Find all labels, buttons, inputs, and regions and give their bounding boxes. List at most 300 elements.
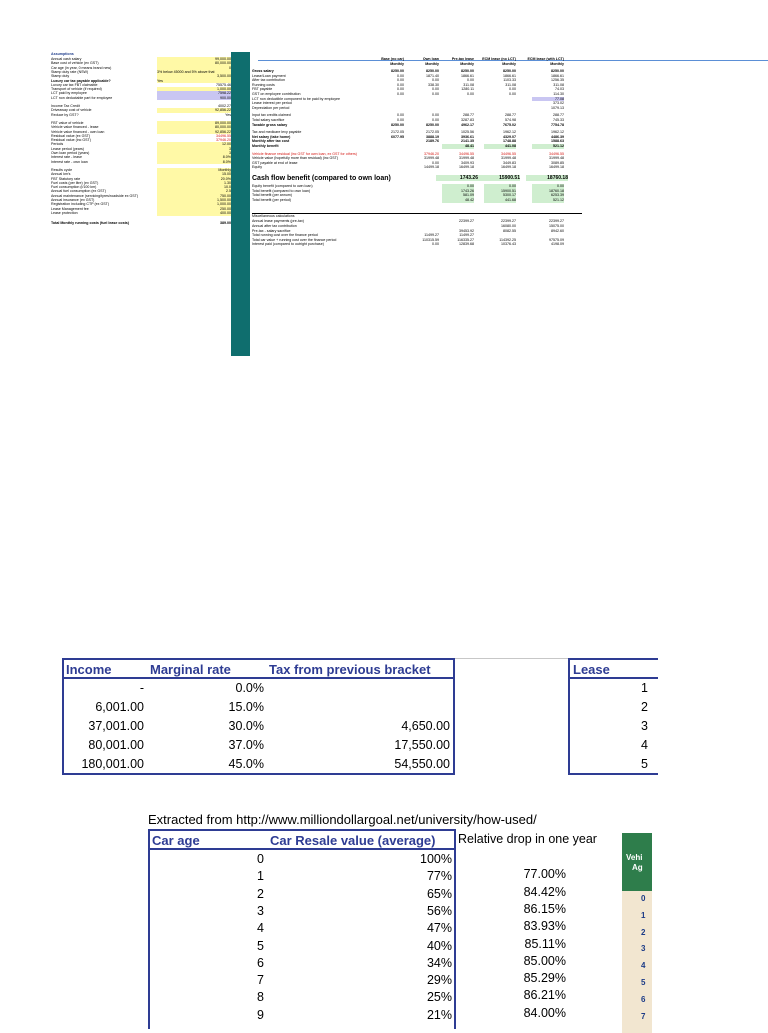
assumption-label: Interest rate - lease — [51, 155, 82, 160]
misc-value: 10376.43 — [501, 242, 516, 247]
assumption-label: Lease Management fee — [51, 206, 89, 211]
assumption-note: Yes — [157, 79, 231, 84]
misc-value: 110315.59 — [422, 237, 439, 242]
comparison-value: 1588.63 — [551, 139, 564, 144]
comparison-label: Vehicle value (hopefully more than residual) (inc GST) — [252, 156, 339, 161]
misc-value: 12839.68 — [459, 242, 474, 247]
assumption-value: 1,000.00 — [157, 202, 231, 207]
car-age: 6 — [257, 955, 264, 970]
column-period: Monthly — [502, 62, 516, 66]
lease-table — [568, 658, 658, 775]
comparison-value: 0.00 — [397, 73, 404, 78]
car-age: 1 — [257, 869, 264, 884]
misc-value: 22399.27 — [549, 219, 564, 224]
assumption-label: Fuel consumption (l/100 km) — [51, 185, 97, 190]
assumption-value: 1,500.00 — [157, 198, 231, 203]
assumption-label: LCT non deductable part for employee — [51, 95, 113, 100]
comparison-value: 373.02 — [553, 101, 564, 106]
comparison-value: 48.41 — [442, 144, 474, 149]
comparison-value: 1962.12 — [551, 130, 564, 135]
comparison-value: 574.98 — [505, 118, 516, 122]
total-running-costs-label: Total Monthly running costs (fuel lease costs) — [51, 221, 130, 226]
comparison-value: 4486.39 — [551, 134, 564, 139]
lease-value: 4 — [641, 738, 648, 752]
vehicle-age-value: 5 — [641, 978, 646, 987]
assumption-label: Stamp duty rate (NSW) — [51, 69, 89, 74]
comparison-value: 1866.61 — [503, 73, 516, 78]
assumption-label: Residual value (ex GST) — [51, 133, 91, 138]
cashflow-value: 5300.17 — [484, 193, 516, 198]
assumption-value: 3 — [157, 151, 231, 156]
misc-value: 97575.09 — [549, 237, 564, 242]
assumption-row — [51, 113, 231, 118]
misc-row — [252, 242, 592, 247]
cashflow-value: 0.00 — [532, 184, 564, 189]
comparison-value: 7675.02 — [503, 122, 516, 127]
assumption-label: Luxury car tax payable applicable? — [51, 78, 111, 83]
vehicle-age-value: 7 — [641, 1011, 646, 1021]
comparison-value: 31999.48 — [424, 156, 439, 161]
comparison-value: 288.77 — [463, 113, 474, 118]
cashflow-value: 581.09 — [442, 193, 474, 198]
comparison-value: 8250.00 — [391, 122, 404, 127]
column-header: ECM lease (no LCT) — [482, 57, 516, 61]
comparison-value: 3936.61 — [461, 134, 474, 139]
comparison-value: 0.00 — [432, 160, 439, 165]
comparison-label: Taxable gross salary — [252, 122, 288, 127]
comparison-label: GST on employee contribution — [252, 92, 301, 96]
comparison-value: 521.12 — [532, 144, 564, 149]
comparison-label: Lease interest per period — [252, 101, 292, 106]
comparison-value: 16499.18 — [459, 165, 474, 170]
column-header: ECM lease (with LCT) — [527, 57, 564, 61]
comparison-label: Running costs — [252, 82, 275, 87]
assumption-label: Income Tax Credit — [51, 104, 80, 108]
car-age: 4 — [257, 921, 264, 936]
assumption-label: Driveaway cost of vehicle — [51, 108, 92, 113]
column-period: Monthly — [425, 62, 439, 66]
assumption-value: 400.00 — [157, 211, 231, 216]
comparison-value: 0.00 — [467, 92, 474, 96]
comparison-value: 8250.00 — [426, 122, 439, 127]
assumption-value: 900.00 — [157, 96, 231, 101]
lease-value: 2 — [641, 700, 648, 714]
comparison-value: 2189.76 — [426, 139, 439, 144]
assumption-row — [51, 160, 231, 165]
car-age: 7 — [257, 973, 264, 988]
comparison-value: 0.00 — [397, 118, 404, 122]
comparison-value: 1866.61 — [551, 73, 564, 78]
vehicle-header-line1: Vehi — [626, 853, 643, 862]
relative-drop: 77.00% — [523, 867, 566, 882]
comparison-value: 311.08 — [463, 82, 474, 87]
car-age-header: Car age — [152, 833, 200, 848]
resale-value-header: Car Resale value (average) — [270, 833, 436, 848]
assumption-label: Results cycle — [51, 167, 73, 172]
assumption-label: Fuel costs (per litre) (ex GST) — [51, 180, 99, 185]
total-running-costs-value: 389.00 — [220, 221, 231, 226]
cashflow-value: 15900.51 — [484, 189, 516, 194]
comparison-value: 1079.13 — [551, 105, 564, 110]
misc-label: Annual after tax contribution — [252, 224, 297, 228]
comparison-value: 16499.18 — [501, 165, 516, 170]
assumption-value: 4002.27 — [218, 104, 231, 108]
relative-drop: 84.00% — [523, 1005, 566, 1020]
assumption-value: 92,856.22 — [157, 108, 231, 113]
resale-value: 100% — [420, 852, 452, 866]
assumption-value: 250.00 — [157, 207, 231, 212]
assumption-label: Annual fuel consumption (ex GST) — [51, 189, 106, 194]
comparison-value: 31999.48 — [501, 156, 516, 161]
vehicle-age-value: 1 — [641, 910, 646, 920]
assumptions-title: Assumptions — [51, 52, 74, 56]
assumption-label: Interest rate - own loan — [51, 159, 88, 164]
comparison-value: 0.00 — [509, 92, 516, 96]
misc-value: 15075.00 — [549, 224, 564, 228]
tax-rate: 0.0% — [235, 681, 264, 695]
comparison-row — [252, 165, 592, 170]
comparison-label: Depreciation per period — [252, 105, 290, 110]
misc-value: 8942.60 — [551, 228, 564, 233]
resale-table-header — [150, 831, 454, 850]
income-header: Income — [66, 662, 112, 677]
comparison-value: 8250.00 — [426, 69, 439, 73]
cashflow-value: 18760.18 — [532, 189, 564, 194]
comparison-value: 1025.56 — [461, 130, 474, 135]
cashflow-label: Equity benefit (compared to own loan) — [252, 184, 313, 188]
assumption-value: 750.00 — [157, 194, 231, 199]
comparison-value: 0.00 — [467, 78, 474, 83]
comparison-value: 0.00 — [432, 78, 439, 83]
comparison-label: LCT non deductible component to be paid by employee — [252, 96, 341, 101]
tax-rate: 30.0% — [228, 719, 264, 733]
comparison-value: 16499.18 — [549, 165, 564, 170]
comparison-value: 0.00 — [432, 118, 439, 122]
comparison-value: 6077.95 — [391, 134, 404, 139]
misc-value: 0.00 — [432, 242, 439, 247]
relative-drop: 84.42% — [523, 884, 566, 899]
assumption-label: Luxury car tax FBT claimable — [51, 82, 98, 87]
comparison-value: 1280.11 — [461, 87, 474, 92]
comparison-value: 745.33 — [553, 118, 564, 122]
tax-previous: 17,550.00 — [394, 738, 450, 752]
assumption-value: 8.0% — [157, 155, 231, 160]
comparison-label: Equity — [252, 165, 262, 170]
comparison-value: 1866.61 — [461, 73, 474, 78]
comparison-value: 114.30 — [553, 92, 564, 96]
cashflow-title: Cash flow benefit (compared to own loan) — [252, 175, 391, 182]
comparison-value: 0.00 — [397, 87, 404, 92]
cashflow-value: 521.12 — [532, 198, 564, 203]
assumption-value: 92,856.22 — [157, 130, 231, 135]
assumption-label: Annual maintenance (servicing/tyres/roadside ex GST) — [51, 193, 139, 198]
comparison-value: 34496.55 — [459, 151, 474, 156]
misc-title: Miscellaneous calculations — [252, 214, 295, 219]
comparison-value: 8250.00 — [461, 69, 474, 73]
assumption-value: 99,000.00 — [157, 57, 231, 62]
car-age: 8 — [257, 990, 264, 1005]
misc-value: 39453.92 — [459, 228, 474, 233]
assumption-label: FBT Statutory rate — [51, 176, 81, 181]
assumption-label: Lease protection — [51, 210, 78, 215]
tax-previous: 54,550.00 — [394, 757, 450, 771]
assumption-value: 3 — [157, 147, 231, 152]
cashflow-label: Total benefit (compared to own loan) — [252, 188, 311, 193]
comparison-label: Monthly after tax cost — [252, 139, 290, 144]
column-period: Monthly — [550, 62, 564, 66]
cashflow-headline-value: 18760.18 — [526, 175, 568, 181]
comparison-value: 0.00 — [397, 78, 404, 83]
misc-label: Pre-tax - salary sacrifice — [252, 228, 291, 233]
comparison-value: 8250.00 — [503, 69, 516, 73]
tax-income: 180,001.00 — [81, 757, 144, 771]
cashflow-label: Total benefit (per annum) — [252, 193, 292, 198]
assumption-note: 3% below 45000 and 5% above that — [157, 70, 231, 75]
misc-value: 11499.27 — [424, 233, 439, 238]
assumption-label: Periods — [51, 142, 64, 147]
comparison-value: 0.00 — [397, 82, 404, 87]
comparison-value: 3888.19 — [426, 134, 439, 139]
comparison-value: 1256.35 — [551, 78, 564, 83]
car-age: 5 — [257, 938, 264, 953]
assumption-label: Residual value (inc GST) — [51, 138, 91, 143]
assumption-label: Vehicle value financed - own loan — [51, 129, 105, 134]
relative-drop: 83.93% — [523, 919, 566, 934]
relative-drop: 85.29% — [523, 971, 566, 986]
resale-value: 65% — [426, 886, 452, 901]
cashflow-value: 0.00 — [442, 184, 474, 189]
column-period: Monthly — [390, 62, 404, 66]
assumption-value: 12.00 — [157, 142, 231, 147]
resale-value: 47% — [426, 921, 452, 936]
cashflow-value: 0.00 — [484, 184, 516, 189]
cashflow-label: Total benefit (per period) — [252, 197, 291, 202]
tax-previous: 4,650.00 — [401, 719, 450, 733]
assumption-label: Annual insurance (ex GST) — [51, 198, 95, 202]
loan-comparison-sheet — [0, 0, 768, 360]
vehicle-age-value: 2 — [641, 927, 646, 937]
comparison-value: 31999.48 — [549, 156, 564, 161]
comparison-value: 2172.05 — [391, 130, 404, 135]
assumption-label: LCT paid by employee — [51, 91, 87, 96]
column-divider — [231, 52, 250, 356]
misc-value: 11499.27 — [459, 233, 474, 238]
comparison-value: 14499.18 — [424, 165, 439, 170]
comparison-value: 2172.05 — [426, 130, 439, 135]
comparison-value: 3089.85 — [551, 160, 564, 165]
comparison-value: 34496.55 — [549, 151, 564, 156]
comparison-value: 74.03 — [555, 87, 564, 92]
total-running-costs-row — [51, 221, 231, 226]
assumption-label: Reduce by GST? — [51, 112, 79, 117]
vehicle-age-value: 4 — [641, 961, 646, 971]
tax-table-header — [64, 660, 453, 679]
comparison-value: 1871.40 — [426, 73, 439, 78]
comparison-value: 1748.88 — [503, 139, 516, 144]
assumption-label: Vehicle value financed - lease — [51, 125, 99, 130]
assumption-label: Annual cash salary — [51, 57, 82, 61]
assumption-value: Yes — [225, 112, 231, 117]
tax-rate: 37.0% — [228, 738, 264, 752]
vehicle-age-table — [622, 833, 652, 1033]
comparison-label: Gross salary — [252, 69, 274, 73]
comparison-value: 34496.55 — [501, 151, 516, 156]
assumption-row — [51, 96, 231, 101]
lease-value: 5 — [641, 757, 648, 771]
assumption-label: Stamp duty — [51, 74, 70, 79]
resale-value: 77% — [426, 869, 452, 884]
source-note: Extracted from http://www.milliondollargoal.net/university/how-used/ — [148, 812, 537, 827]
tax-previous-header: Tax from previous bracket — [269, 662, 431, 677]
misc-label: Total running cost over the finance period — [252, 233, 318, 238]
comparison-label: Tax and medicare levy payable — [252, 130, 302, 135]
tax-income: 80,001.00 — [88, 738, 144, 752]
cashflow-headline-value: 15900.51 — [478, 175, 520, 181]
assumption-value: 3,500.00 — [157, 74, 231, 79]
comparison-table — [252, 57, 592, 357]
comparison-value: 31999.48 — [459, 156, 474, 161]
car-age: 2 — [257, 886, 264, 901]
comparison-value: 338.30 — [428, 82, 439, 87]
column-header: Base (no car) — [381, 57, 404, 61]
comparison-value: 3449.83 — [503, 160, 516, 165]
lease-table-header — [570, 660, 658, 679]
lease-header: Lease — [573, 662, 610, 677]
tax-income: - — [139, 681, 144, 695]
car-age: 9 — [257, 1007, 264, 1022]
misc-value: 114392.25 — [499, 237, 516, 242]
misc-value: 4198.09 — [551, 242, 564, 247]
comparison-label: Lease/Loan payment — [252, 73, 286, 78]
comparison-value: 0.00 — [432, 113, 439, 118]
misc-value: 16080.00 — [501, 224, 516, 228]
assumption-value: 34496.55 — [216, 133, 231, 138]
vehicle-age-value: 3 — [641, 944, 646, 954]
comparison-value: 288.77 — [505, 113, 516, 118]
assumption-label: Transport of vehicle (if required) — [51, 87, 102, 92]
assumptions-table — [51, 57, 231, 297]
comparison-value: 4329.07 — [503, 134, 516, 139]
assumption-value: Monthly — [157, 168, 231, 173]
assumption-label: Car age (in year, 0 means brand new) — [51, 65, 112, 70]
column-header: Pre-tax lease — [451, 57, 474, 61]
tax-income: 6,001.00 — [95, 700, 144, 714]
tax-rate: 15.0% — [228, 700, 264, 714]
vehicle-age-value: 0 — [641, 894, 646, 903]
assumption-label: Own loan period (years) — [51, 151, 90, 155]
resale-value: 29% — [426, 973, 452, 988]
cashflow-headline-value: 1743.26 — [436, 175, 478, 181]
comparison-value: 0.00 — [509, 87, 516, 92]
comparison-value: 1962.12 — [503, 130, 516, 135]
misc-label: Interest paid (compared to outright purchase) — [252, 242, 324, 247]
assumption-label: FBT value of vehicle — [51, 120, 84, 125]
relative-drop: 86.21% — [523, 988, 566, 1003]
cashflow-value: 48.42 — [442, 198, 474, 203]
tax-income: 37,001.00 — [88, 719, 144, 733]
comparison-value: 3287.83 — [461, 118, 474, 122]
comparison-value: 0.00 — [432, 92, 439, 96]
misc-value: 8082.55 — [503, 228, 516, 233]
comparison-value: 7754.78 — [551, 122, 564, 127]
assumption-value: 7598.22 — [157, 91, 231, 96]
marginal-rate-header: Marginal rate — [150, 662, 231, 677]
assumption-value: 0 — [157, 66, 231, 71]
comparison-value: 4962.17 — [461, 122, 474, 127]
vehicle-header-line2: Ag — [632, 863, 643, 872]
comparison-label: Monthly benefit — [252, 144, 279, 148]
assumption-value: 89,000.00 — [157, 121, 231, 126]
resale-value-table — [148, 829, 456, 1029]
comparison-label: FBT payable — [252, 87, 273, 92]
comparison-value: 0.00 — [397, 92, 404, 96]
comparison-label: Vehicle finance residual (inc GST for own loan, ex GST for others) — [252, 151, 357, 156]
column-header: Own loan — [422, 57, 439, 61]
misc-label: Annual lease payments (pre-tax) — [252, 219, 304, 224]
relative-drop: 86.15% — [523, 901, 566, 916]
tax-brackets-table — [62, 658, 455, 775]
cashflow-value: 6253.39 — [532, 193, 564, 198]
vehicle-age-header — [622, 833, 652, 891]
comparison-label: Total salary sacrifice — [252, 118, 285, 122]
assumption-label: Lease period (years) — [51, 146, 84, 151]
assumption-label: Registration including CTP (ex GST) — [51, 202, 110, 207]
assumption-value: 20.0% — [157, 177, 231, 182]
comparison-value: 441.08 — [484, 144, 516, 149]
lease-value: 1 — [641, 681, 648, 695]
assumption-value: 80,000.00 — [157, 125, 231, 130]
comparison-value: 2141.35 — [461, 139, 474, 144]
comparison-value: 0.00 — [397, 113, 404, 118]
comparison-value: 1103.33 — [503, 78, 516, 83]
assumption-value: 2.5 — [157, 189, 231, 194]
assumption-value: 1,000.00 — [157, 87, 231, 92]
assumption-label: Annual km's — [51, 172, 71, 177]
cashflow-headline-row — [252, 175, 592, 184]
misc-value: 116335.27 — [457, 237, 474, 242]
resale-value: 40% — [426, 938, 452, 953]
assumption-value: 10.0 — [157, 185, 231, 190]
resale-value: 34% — [426, 955, 452, 970]
cashflow-value: 1743.26 — [442, 189, 474, 194]
comparison-row — [252, 106, 592, 111]
comparison-value: 0.00 — [432, 87, 439, 92]
resale-value: 56% — [426, 903, 452, 918]
assumption-value: 8.0% — [157, 160, 231, 165]
assumption-value: 37946.20 — [216, 138, 231, 143]
comparison-label: GST payable at end of lease — [252, 160, 298, 165]
relative-drop-header: Relative drop in one year — [458, 832, 597, 846]
assumption-value: 15.00 — [157, 172, 231, 177]
car-age: 0 — [257, 852, 264, 866]
cashflow-row — [252, 198, 592, 203]
misc-value: 22399.27 — [459, 219, 474, 224]
tax-rate: 45.0% — [228, 757, 264, 771]
relative-drop: 85.00% — [523, 953, 566, 968]
comparison-row — [252, 123, 592, 128]
cashflow-value: 441.68 — [484, 198, 516, 203]
resale-value: 25% — [426, 990, 452, 1005]
comparison-row — [252, 144, 592, 149]
car-age: 3 — [257, 903, 264, 918]
lease-value: 3 — [641, 719, 648, 733]
comparison-value: 311.08 — [553, 82, 564, 87]
misc-value: 22399.27 — [501, 219, 516, 224]
assumption-label: Base cost of vehicle (ex GST) — [51, 61, 99, 66]
resale-value: 21% — [426, 1007, 452, 1022]
comparison-value: 288.77 — [553, 113, 564, 118]
comparison-value: 311.08 — [505, 82, 516, 87]
